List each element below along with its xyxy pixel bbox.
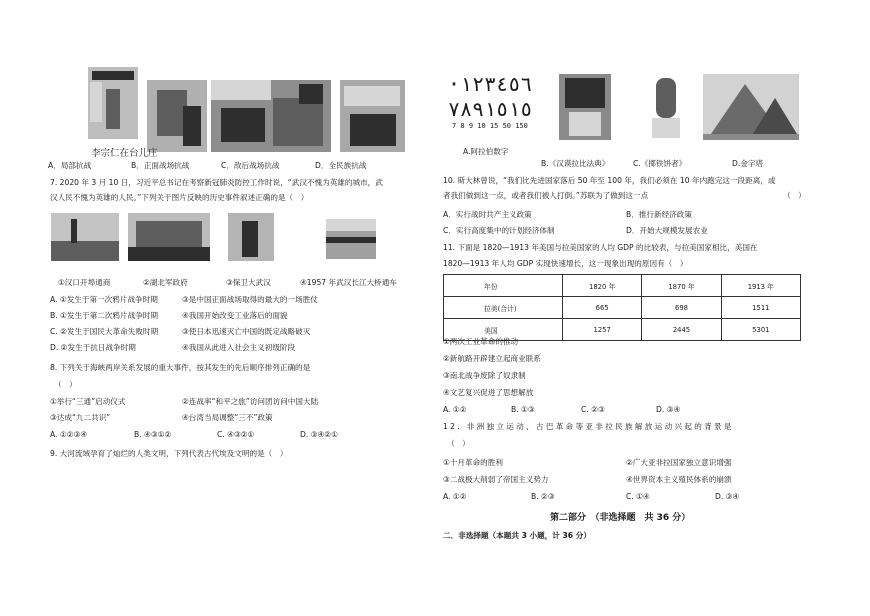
q10-option-b: B．推行新经济政策 — [626, 210, 692, 219]
q6-option-c: C．敌后战场抗战 — [221, 161, 280, 170]
q9-stem: 9. 大河流域孕育了灿烂的人类文明，下列代表古代埃及文明的是（ ） — [50, 449, 288, 458]
table-cell: 2445 — [642, 319, 721, 341]
photo-defend-wuhan — [228, 213, 274, 261]
table-row — [444, 297, 801, 319]
photo-troops-marching — [340, 80, 405, 152]
q7-stem-line1: 7. 2020 年 3 月 10 日，习近平总书记在考察新冠肺炎防控工作时说，“武汉不愧为英雄的城市，武 — [50, 178, 383, 187]
q11-stem-line2: 1820—1913 年人均 GDP 实现快速增长，这一现象出现的原因有（ ） — [443, 259, 688, 268]
q7-image-label-1: ①汉口开埠通商 — [58, 278, 111, 287]
q7-image-label-2: ②湖北军政府 — [143, 278, 188, 287]
q9-option-b: B.《汉谟拉比法典》 — [541, 159, 610, 168]
q8-paren: （ ） — [54, 380, 77, 389]
q11-stem-line1: 11. 下面是 1820—1913 年美国与拉美国家的人均 GDP 的比较表，与拉美国家相比，美国在 — [443, 243, 758, 252]
q11-item-2: ②新航路开辟建立起商业联系 — [443, 354, 541, 363]
photo-yangtze-bridge — [326, 219, 376, 259]
photo-discobolus — [646, 74, 686, 140]
photo-hammurabi-code — [559, 74, 611, 140]
table-cell: 665 — [563, 297, 642, 319]
q7-option-b: B. ①发生于第二次鸦片战争时期 — [50, 311, 158, 320]
q6-option-a: A．局部抗战 — [48, 161, 92, 170]
pyramid-graphic — [703, 74, 799, 140]
q11-option-c: C. ②③ — [581, 405, 605, 414]
table-header-row — [444, 275, 801, 297]
q12-item-3: ③二战极大削弱了帝国主义势力 — [443, 475, 549, 484]
q9-option-c: C.《掷铁饼者》 — [633, 159, 687, 168]
q8-stem: 8. 下列关于海峡两岸关系发展的重大事件，按其发生的先后顺序排列正确的是 — [50, 363, 311, 372]
section2-heading: 二．非选择题（本题共 3 小题，计 36 分） — [443, 531, 591, 540]
q12-item-4: ④世界资本主义殖民体系的崩溃 — [626, 475, 732, 484]
q7-image-label-4: ④1957 年武汉长江大桥通车 — [300, 278, 397, 287]
q12-option-d: D. ③④ — [715, 492, 740, 501]
q8-item-2: ②连战率“和平之旅”访问团访问中国大陆 — [182, 397, 319, 406]
q11-option-a: A. ①② — [443, 405, 467, 414]
q7-image-label-3: ③保卫大武汉 — [226, 278, 271, 287]
q7-option-d-2: ④我国从此进入社会主义初级阶段 — [182, 343, 296, 352]
gdp-comparison-table — [443, 274, 801, 341]
q7-option-c: C. ②发生于国民大革命失败时期 — [50, 327, 159, 336]
q10-option-a: A．实行战时共产主义政策 — [443, 210, 532, 219]
image-caption: 李宗仁在台儿庄 — [91, 148, 158, 159]
q12-stem: 12. 非洲独立运动、古巴革命等亚非拉民族解放运动兴起的背景是 — [443, 422, 734, 431]
q10-option-c: C．实行高度集中的计划经济体制 — [443, 226, 555, 235]
q6-option-b: B．正面战场抗战 — [131, 161, 190, 170]
q8-item-3: ③达成“九二共识” — [50, 413, 111, 422]
q12-option-b: B. ②③ — [531, 492, 555, 501]
q12-option-c: C. ①④ — [626, 492, 650, 501]
q12-item-2: ②广大亚非拉国家独立意识增强 — [626, 458, 732, 467]
q8-option-c: C. ④③②① — [217, 430, 255, 439]
arabic-numerals-row1: ·١٢٣٤٥٦ — [448, 72, 533, 96]
q7-option-c-2: ③使日本迅速灭亡中国的既定战略破灭 — [182, 327, 311, 336]
q9-option-d: D.金字塔 — [732, 159, 764, 168]
q12-paren: （ ） — [447, 439, 470, 448]
photo-soldiers-firing — [211, 80, 331, 152]
q10-stem-line1: 10. 斯大林曾说，“我们比先进国家落后 50 年至 100 年，我们必须在 10 年内跑完这一段距离，或 — [443, 176, 776, 185]
q8-item-4: ④台湾当局调整“三不”政策 — [182, 413, 273, 422]
table-cell: 美国 — [444, 319, 563, 341]
table-header-cell: 1870 年 — [642, 275, 721, 297]
arabic-numerals-row2: ٧٨٩١٥١٥ — [448, 97, 533, 121]
q7-option-a-2: ③是中国正面战场取得的最大的一场胜仗 — [182, 295, 318, 304]
q6-option-d: D．全民族抗战 — [315, 161, 367, 170]
table-cell: 1257 — [563, 319, 642, 341]
table-cell: 698 — [642, 297, 721, 319]
q8-option-a: A. ①②③④ — [50, 430, 88, 439]
q7-option-a: A. ①发生于第一次鸦片战争时期 — [50, 295, 158, 304]
q10-stem-line2: 者我们做到这一点，或者我们被人打倒。”苏联为了做到这一点 — [443, 191, 649, 200]
photo-hubei-military-government — [128, 213, 210, 261]
q7-option-d: D. ②发生于抗日战争时期 — [50, 343, 136, 352]
table-header-cell: 年份 — [444, 275, 563, 297]
q8-option-b: B. ④③①② — [134, 430, 172, 439]
q12-item-1: ①十月革命的胜利 — [443, 458, 503, 467]
q11-option-b: B. ①③ — [511, 405, 535, 414]
q8-item-1: ①举行“三通”启动仪式 — [50, 397, 126, 406]
q7-stem-line2: 汉人民不愧为英雄的人民。”下列关于图片反映的历史事件叙述正确的是（ ） — [50, 193, 309, 202]
table-header-cell: 1913 年 — [721, 275, 800, 297]
arabic-numerals-row3: 7 8 9 10 15 50 150 — [452, 122, 528, 130]
table-cell: 5301 — [721, 319, 800, 341]
q11-option-d: D. ③④ — [656, 405, 681, 414]
part2-title: 第二部分 （非选择题 共 36 分） — [550, 513, 691, 523]
q12-option-a: A. ①② — [443, 492, 467, 501]
q8-option-d: D. ③④②① — [300, 430, 338, 439]
photo-battlefield-1 — [147, 80, 207, 152]
q10-paren: （ ） — [783, 191, 806, 200]
table-cell: 拉美(合计) — [444, 297, 563, 319]
q9-option-a: A.阿拉伯数字 — [463, 147, 509, 156]
q11-item-4: ④文艺复兴促进了思想解放 — [443, 388, 534, 397]
table-cell: 1511 — [721, 297, 800, 319]
q11-item-3: ③南北战争废除了奴隶制 — [443, 371, 526, 380]
photo-pyramids — [703, 74, 799, 140]
photo-li-zongren — [88, 67, 138, 139]
q11-item-1: ①两次工业革命的推动 — [443, 337, 519, 346]
q7-option-b-2: ④我国开始改变工业落后的面貌 — [182, 311, 288, 320]
table-header-cell: 1820 年 — [563, 275, 642, 297]
q10-option-d: D．开始大规模发展农业 — [626, 226, 708, 235]
photo-hankou-port — [51, 213, 119, 261]
